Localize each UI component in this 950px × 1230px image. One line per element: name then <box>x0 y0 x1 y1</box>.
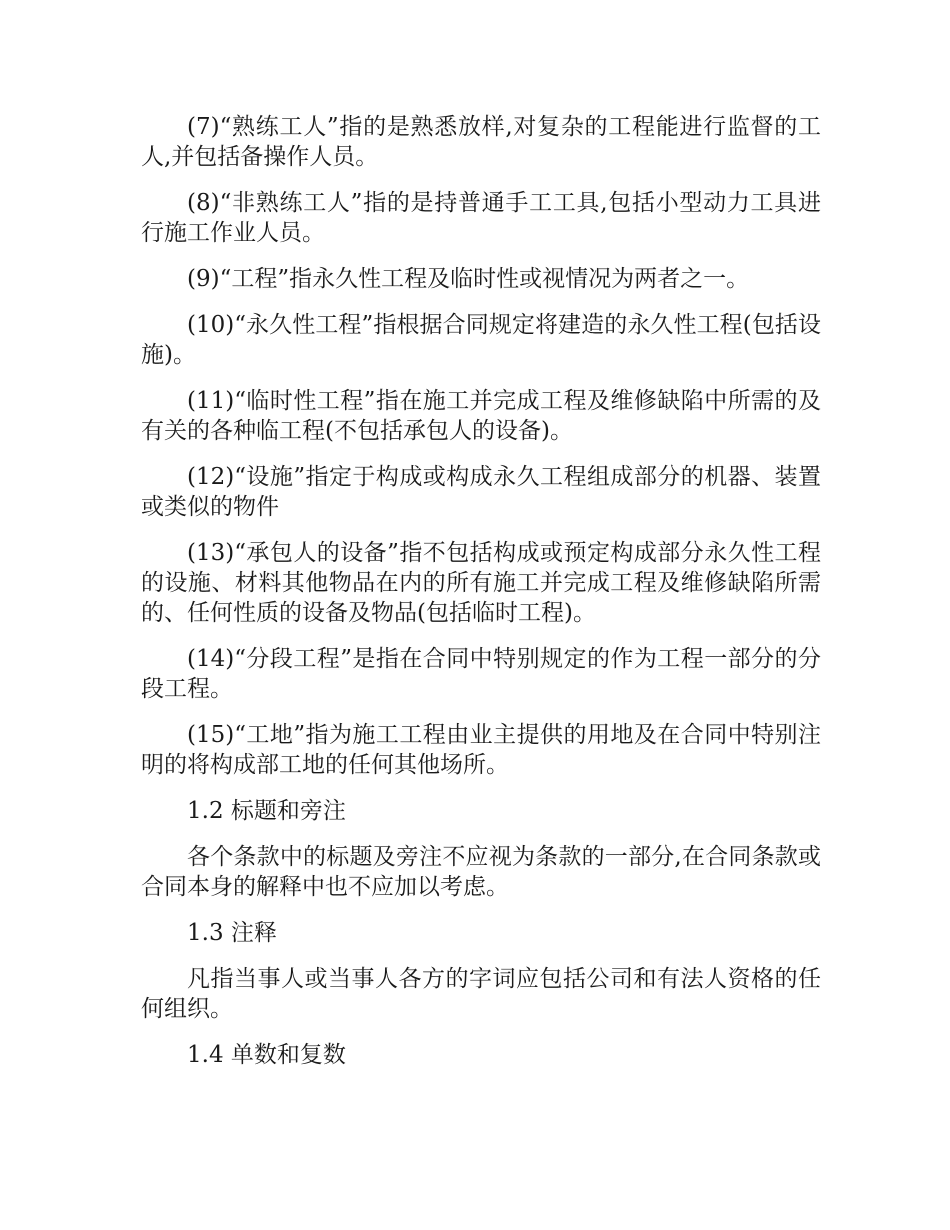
definition-paragraph-7: (7)“熟练工人”指的是熟悉放样,对复杂的工程能进行监督的工人,并包括备操作人员。 <box>141 114 821 170</box>
section-heading-1-2: 1.2 标题和旁注 <box>187 798 346 824</box>
definition-paragraph-9: (9)“工程”指永久性工程及临时性或视情况为两者之一。 <box>187 266 750 292</box>
document-page <box>141 112 821 1086</box>
definition-paragraph-12: (12)“设施”指定于构成或构成永久工程组成部分的机器、装置或类似的物件 <box>141 464 821 520</box>
definition-paragraph-8: (8)“非熟练工人”指的是持普通手工工具,包括小型动力工具进行施工作业人员。 <box>141 190 821 246</box>
definition-paragraph-11: (11)“临时性工程”指在施工并完成工程及维修缺陷中所需的及有关的各种临工程(不包括承包人的设备)。 <box>141 388 821 444</box>
section-heading-1-3: 1.3 注释 <box>187 920 277 946</box>
definition-paragraph-13: (13)“承包人的设备”指不包括构成或预定构成部分永久性工程的设施、材料其他物品在内的所有施工并完成工程及维修缺陷所需的、任何性质的设备及物品(包括临时工程)。 <box>141 540 821 626</box>
definition-paragraph-10: (10)“永久性工程”指根据合同规定将建造的永久性工程(包括设施)。 <box>141 312 821 368</box>
section-paragraph-1-3: 凡指当事人或当事人各方的字词应包括公司和有法人资格的任何组织。 <box>141 966 821 1022</box>
definition-paragraph-14: (14)“分段工程”是指在合同中特别规定的作为工程一部分的分段工程。 <box>141 646 821 702</box>
section-heading-1-4: 1.4 单数和复数 <box>187 1042 346 1068</box>
definition-paragraph-15: (15)“工地”指为施工工程由业主提供的用地及在合同中特别注明的将构成部工地的任何其他场所。 <box>141 722 821 778</box>
section-paragraph-1-2: 各个条款中的标题及旁注不应视为条款的一部分,在合同条款或合同本身的解释中也不应加以考虑。 <box>141 844 821 900</box>
